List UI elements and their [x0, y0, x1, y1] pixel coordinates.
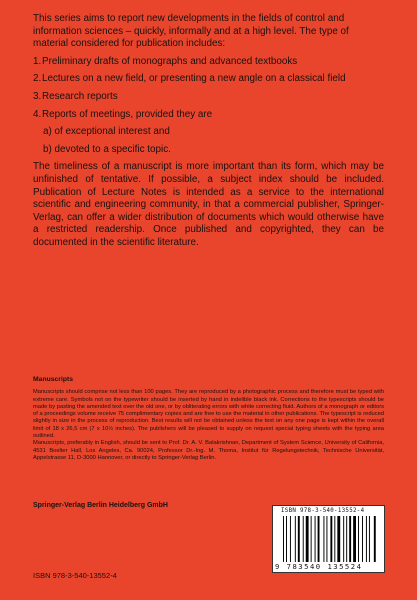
barcode-bars [283, 516, 377, 562]
manuscripts-paragraph-2: Manuscripts, preferably in English, should be sent to Prof. Dr. A. V. Balakrishnan, Department of System Science, University of California, 4531 Boelter Hall, Los Angeles, Ca. 90024, Professor Dr.-Ing. M. Thoma, Institut für Regelungstechnik, Technische Universität, Appelstrasse 11, D-3000 Hannover, or directly to Springer-Verlag Berlin. [33, 440, 384, 461]
barcode-bar [295, 516, 296, 562]
barcode-bar [337, 516, 340, 562]
barcode-bar [283, 516, 284, 562]
isbn-label: ISBN 978-3-540-13552-4 [33, 571, 117, 580]
barcode-bar [374, 516, 376, 562]
barcode-bar [326, 516, 327, 562]
list-item-text: Reports of meetings, provided they are [42, 108, 213, 120]
list-item [33, 56, 384, 69]
sub-list [43, 126, 384, 156]
barcode-bar [318, 516, 320, 562]
barcode-bar [353, 516, 356, 562]
barcode-bar [315, 516, 316, 562]
barcode-bar [346, 516, 347, 562]
barcode-bar [349, 516, 351, 562]
barcode-bar [369, 516, 370, 562]
barcode-bar [330, 516, 332, 562]
list-item-text: Preliminary drafts of monographs and advanced textbooks [42, 55, 298, 67]
publisher-name: Springer-Verlag Berlin Heidelberg GmbH [33, 502, 168, 509]
list-item-number: 4. [33, 108, 42, 120]
list-item [33, 109, 384, 122]
barcode-bar [343, 516, 344, 562]
list-item [33, 73, 384, 86]
sub-list-item: a) of exceptional interest and [43, 126, 170, 138]
barcode-bar [306, 516, 309, 562]
material-list [33, 56, 384, 157]
barcode-bar [311, 516, 312, 562]
barcode-digits: 9 783540 135524 [275, 562, 363, 571]
list-item-number: 2. [33, 73, 42, 85]
barcode-bar [334, 516, 335, 562]
barcode [272, 505, 385, 573]
manuscripts-paragraph-1: Manuscripts should comprise not less than 100 pages. They are reproduced by a photographic process and therefore must be typed with extreme care. Symbols not on the typewriter should be inserted by hand in indelible black ink. Corrections to the typescripts should be made by pasting the amended text over the old one, or by obliterating errors with white correcting fluid. Authors of a monograph or editors of a proceedings volume receive 75 complimentary copies and are free to use the material in other publications. The typescript is reduced slightly in size in the process of reproduction. Best results will not be obtained unless the text on any one page is kept within the overall limit of 18 x 26,5 cm (7 x 10½ inches). The publishers will be pleased to supply on request special typing sheets with the typing area outlined. [33, 389, 384, 440]
series-lead-paragraph: This series aims to report new developments in the fields of control and information sciences – quickly, informally and at a high level. The type of material considered for publication includes: [33, 13, 349, 50]
barcode-bar [286, 516, 287, 562]
list-item-text: Lectures on a new field, or presenting a new angle on a classical field [42, 73, 346, 85]
timeliness-paragraph: The timeliness of a manuscript is more important than its form, which may be unfinished of tentative. If possible, a subject index should be included. Publication of Lecture Notes is intended as a service to the international scientific and engineering community, in that a commercial publisher, Springer-Verlag, can offer a wider distribution of documents which would otherwise have a restricted readership. Once published and copyrighted, they can be documented in the scientific literature. [33, 161, 384, 248]
barcode-bar [290, 516, 291, 562]
sub-list-item: b) devoted to a specific topic. [43, 143, 171, 155]
list-item-text: Research reports [42, 90, 118, 102]
series-description [33, 13, 384, 250]
list-item-number: 3. [33, 90, 42, 102]
list-item [33, 91, 384, 104]
barcode-isbn-label: ISBN 978-3-540-13552-4 [281, 508, 365, 514]
barcode-bar [298, 516, 300, 562]
manuscripts-heading: Manuscripts [33, 376, 74, 383]
manuscripts-section [33, 376, 384, 462]
barcode-bar [362, 516, 363, 562]
barcode-bar [303, 516, 304, 562]
barcode-bar [358, 516, 359, 562]
barcode-bar [323, 516, 324, 562]
barcode-bar [366, 516, 367, 562]
list-item-number: 1. [33, 55, 42, 67]
